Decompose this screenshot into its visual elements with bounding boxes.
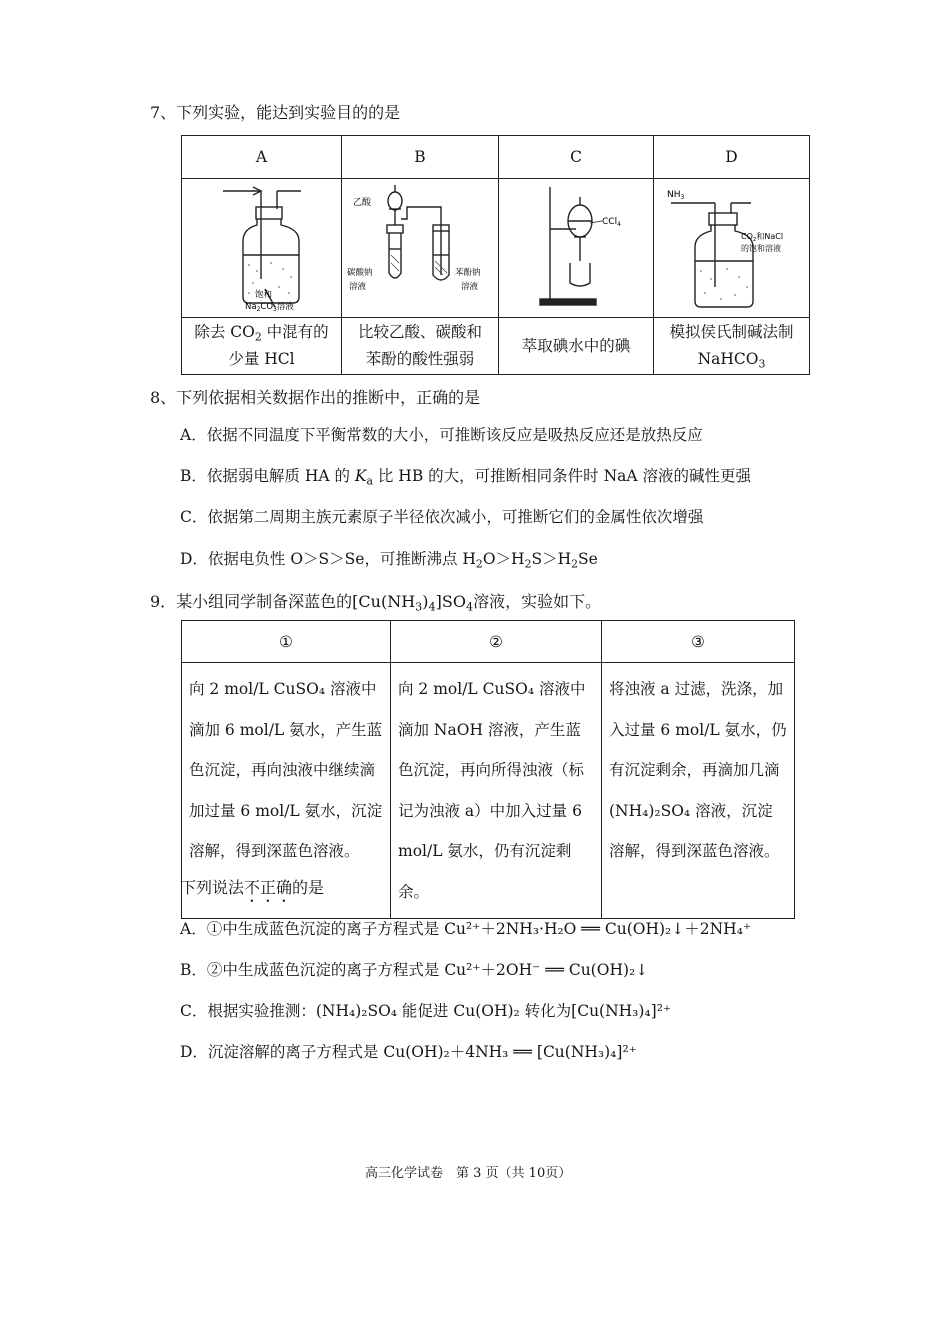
q9-option-b: B．②中生成蓝色沉淀的离子方程式是 Cu²⁺＋2OH⁻ ══ Cu(OH)₂↓ (180, 961, 649, 979)
q7-caption-c: 萃取碘水中的碘 (499, 318, 654, 375)
q7-caption-b: 比较乙酸、碳酸和 苯酚的酸性强弱 (342, 318, 499, 375)
a-label-1: 饱和 (254, 290, 272, 300)
q8-option-d: D．依据电负性 O＞S＞Se，可推断沸点 $H_2O>H_2S>H_2Se$ (180, 550, 598, 571)
q9-option-a: A．①中生成蓝色沉淀的离子方程式是 Cu²⁺＋2NH₃·H₂O ══ Cu(OH)₂↓＋2NH₄⁺ (180, 920, 752, 938)
q9-question: 下列说法不正确的是 (180, 878, 325, 897)
q7-header-d: D (654, 136, 810, 179)
q8-option-a: A．依据不同温度下平衡常数的大小，可推断该反应是吸热反应还是放热反应 (180, 426, 703, 444)
b-label-right-1: 苯酚钠 (454, 268, 481, 278)
d-label-1: CO (740, 232, 753, 241)
q7-caption-d: 模拟侯氏制碱法制 NaHCO$_3$ (654, 318, 810, 375)
a-label-2: Na (244, 302, 257, 312)
q8-option-c: C．依据第二周期主族元素原子半径依次减小，可推断它们的金属性依次增强 (180, 508, 704, 526)
stopper-d (709, 213, 737, 225)
q7-header-b: B (342, 136, 499, 179)
svg-text:CCl4: CCl$_4$ (601, 217, 621, 228)
q9-option-c: C．根据实验推测：(NH₄)₂SO₄ 能促进 Cu(OH)₂ 转化为[Cu(NH₃)₄]²⁺ (180, 1002, 672, 1020)
wash-bottle-diagram (183, 179, 341, 313)
q9-table (181, 620, 795, 919)
stopper (256, 207, 282, 219)
q7-diagram-d (654, 179, 810, 318)
tube-stopper (387, 225, 403, 233)
svg-text:NH3: $NH_3$ (666, 190, 684, 201)
q8-option-b: B．依据弱电解质 HA 的 $K_a$ 比 HB 的大，可推断相同条件时 NaA 溶液的碱性更强 (180, 467, 751, 488)
b-label-right-2: 溶液 (460, 282, 478, 292)
a-label-3: CO (259, 302, 273, 312)
svg-text:Na2CO3溶液: $Na_2CO_3$溶液 (244, 302, 294, 313)
d-label-3: 的饱和溶液 (740, 244, 781, 253)
q7-diagram-c (499, 179, 654, 318)
q9-option-d: D．沉淀溶解的离子方程式是 Cu(OH)₂＋4NH₃ ══ [Cu(NH₃)₄]²⁺ (180, 1043, 637, 1061)
separatory-funnel-diagram (500, 179, 653, 313)
q7-header-c: C (499, 136, 654, 179)
beaker (570, 263, 590, 286)
q7-table (181, 135, 810, 375)
q7-caption-a: 除去 $CO_2$ 中混有的 少量 HCl (182, 318, 342, 375)
stand-base (540, 299, 596, 305)
q9-stem: 9．某小组同学制备深蓝色的$[Cu(NH_3)_4]SO_4$溶液，实验如下。 (150, 592, 602, 614)
q9-experiment-1: 向 2 mol/L CuSO₄ 溶液中滴加 6 mol/L 氨水，产生蓝色沉淀，再向浊液中继续滴加过量 6 mol/L 氨水，沉淀溶解，得到深蓝色溶液。 (182, 663, 391, 919)
q7-diagram-b (342, 179, 499, 318)
page-footer: 高三化学试卷 第 3 页（共 10页） (365, 1166, 572, 1181)
delivery-tube (401, 207, 441, 275)
q8-stem: 8、下列依据相关数据作出的推断中，正确的是 (150, 388, 481, 407)
a-label-4: 溶液 (276, 302, 294, 312)
hou-process-diagram (655, 179, 809, 313)
b-label-acid: 乙酸 (352, 198, 371, 208)
q9-experiment-2: 向 2 mol/L CuSO₄ 溶液中滴加 NaOH 溶液，产生蓝色沉淀，再向所得浊液（标记为浊液 a）中加入过量 6 mol/L 氨水，仍有沉淀剩余。 (391, 663, 602, 919)
b-label-left-2: 溶液 (348, 282, 366, 292)
q9-experiment-3: 将浊液 a 过滤，洗涤，加入过量 6 mol/L 氨水，仍有沉淀剩余，再滴加几滴(NH₄)₂SO₄ 溶液，沉淀溶解，得到深蓝色溶液。 (602, 663, 795, 919)
q7-diagram-a (182, 179, 342, 318)
acid-strength-diagram (343, 179, 498, 313)
c-label: CCl (601, 217, 617, 227)
q7-stem: 7、下列实验，能达到实验目的的是 (150, 103, 401, 122)
q9-header-2: ② (391, 621, 602, 663)
dropping-funnel (388, 192, 402, 210)
q9-header-3: ③ (602, 621, 795, 663)
q9-header-1: ① (182, 621, 391, 663)
b-label-left-1: 碳酸钠 (346, 268, 373, 278)
d-label-gas: NH (666, 190, 680, 200)
svg-text:CO2和NaCl: $CO_2$和NaCl (740, 232, 783, 243)
q7-header-a: A (182, 136, 342, 179)
test-tube-left (389, 233, 401, 278)
d-label-2: 和NaCl (755, 232, 783, 241)
